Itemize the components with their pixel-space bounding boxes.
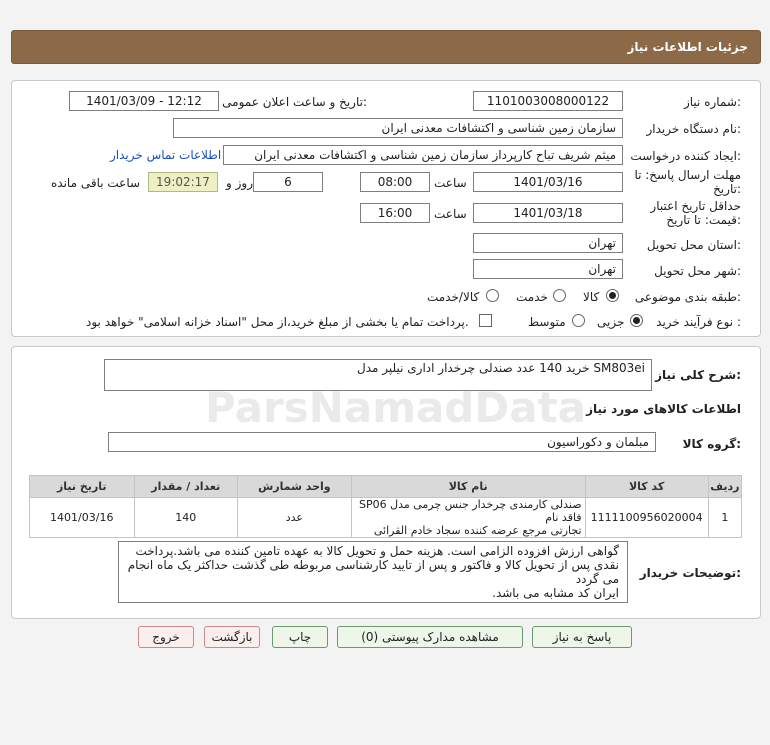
reply-button[interactable]: پاسخ به نیاز [532,626,632,648]
goods-table [29,475,742,538]
validity-label [650,199,741,227]
category-radio-goods-service[interactable] [486,289,499,302]
back-button[interactable]: بازگشت [204,626,260,648]
buyer-notes [118,541,628,603]
treasury-checkbox[interactable] [479,314,492,327]
need-number-label: شماره نیاز: [683,95,741,109]
validity-time-field: 16:00 [360,203,430,223]
requester-label: ایجاد کننده درخواست: [630,149,741,163]
remaining-label: ساعت باقی مانده [51,176,141,190]
cell-name [351,498,585,538]
reply-deadline-label-line1: مهلت ارسال پاسخ: تا [634,168,741,182]
col-qty: تعداد / مقدار [134,476,237,498]
city-label: شهر محل تحویل: [654,264,741,278]
reply-time-label: ساعت [434,176,467,190]
validity-time-label: ساعت [434,207,467,221]
cell-row: 1 [708,498,741,538]
cell-code: 1111100956020004 [585,498,708,538]
days-label: روز و [226,176,253,190]
summary-label: شرح کلی نیاز: [655,368,741,382]
process-option-minor: جزیی [597,315,625,329]
cell-name-line2: تجارتی مرجع عرضه کننده سجاد خادم القرائی [373,524,582,537]
print-button[interactable]: چاپ [272,626,328,648]
col-code: کد کالا [585,476,708,498]
page-title: جزئیات اطلاعات نیاز [627,40,748,54]
process-radio-minor[interactable] [630,314,643,327]
notes-line2: نقدی پس از تحویل کالا و فاکتور و پس از تایید کارشناسی مربوطه طی گذشت حداکثر یک ماه انجام [127,558,619,572]
table-row [30,498,742,538]
province-field: تهران [473,233,623,253]
category-radio-service[interactable] [553,289,566,302]
validity-label-line2: قیمت: تا تاریخ: [666,213,741,227]
summary-field: خرید 140 عدد صندلی چرخدار اداری نیلپر مدل SM803ei [104,359,652,391]
notes-label: توضیحات خریدار: [639,566,741,580]
reply-date-field: 1401/03/16 [473,172,623,192]
buyer-org-label: نام دستگاه خریدار: [646,122,741,136]
category-radio-goods[interactable] [606,289,619,302]
goods-table-header [30,476,742,498]
days-field: 6 [253,172,323,192]
col-row: ردیف [708,476,741,498]
col-date: تاریخ نیاز [30,476,135,498]
cell-date: 1401/03/16 [30,498,135,538]
goods-group-field: مبلمان و دکوراسیون [108,432,656,452]
validity-label-line1: حداقل تاریخ اعتبار [650,199,741,213]
notes-line1: گواهی ارزش افزوده الزامی است. هزینه حمل و تحویل کالا به عهده تامین کننده می باشد.پرداخت [135,544,619,558]
announce-field: 1401/03/09 - 12:12 [69,91,219,111]
category-option-service: خدمت [516,290,548,304]
cell-qty: 140 [134,498,237,538]
col-name: نام کالا [351,476,585,498]
exit-button[interactable]: خروج [138,626,194,648]
reply-deadline-label [634,168,741,196]
cell-name-line1: صندلی کارمندی چرخدار جنس چرمی مدل SP06 فاقد نام [358,498,582,524]
reply-deadline-label-line2: تاریخ: [713,182,741,196]
category-label: طبقه بندی موضوعی: [634,290,741,304]
process-radio-medium[interactable] [572,314,585,327]
page-header [11,30,761,64]
requester-field: میثم شریف تباح کارپرداز سازمان زمین شناسی و اکتشافات معدنی ایران [223,145,623,165]
watermark: ParsNamadData [205,383,586,432]
remaining-time-field: 19:02:17 [148,172,218,192]
notes-line4: ایران کد مشابه می باشد. [492,586,619,600]
attachments-button[interactable]: مشاهده مدارک پیوستی (0) [337,626,523,648]
col-unit: واحد شمارش [237,476,351,498]
category-option-goods: کالا [583,290,600,304]
need-number-field: 1101003008000122 [473,91,623,111]
notes-line3: می گردد [575,572,619,586]
payment-note: پرداخت تمام یا بخشی از مبلغ خرید،از محل "اسناد خزانه اسلامی" خواهد بود. [86,315,469,329]
announce-label: تاریخ و ساعت اعلان عمومی: [222,95,367,109]
cell-unit: عدد [237,498,351,538]
category-option-goods-service: کالا/خدمت [427,290,480,304]
province-label: استان محل تحویل: [646,238,741,252]
process-option-medium: متوسط [528,315,566,329]
process-label: نوع فرآیند خرید : [656,315,741,329]
goods-group-label: گروه کالا: [682,437,741,451]
buyer-contact-link[interactable]: اطلاعات تماس خریدار [110,148,222,162]
city-field: تهران [473,259,623,279]
buyer-org-field: سازمان زمین شناسی و اکتشافات معدنی ایران [173,118,623,138]
goods-section-title: اطلاعات کالاهای مورد نیاز [586,402,741,416]
reply-time-field: 08:00 [360,172,430,192]
validity-date-field: 1401/03/18 [473,203,623,223]
